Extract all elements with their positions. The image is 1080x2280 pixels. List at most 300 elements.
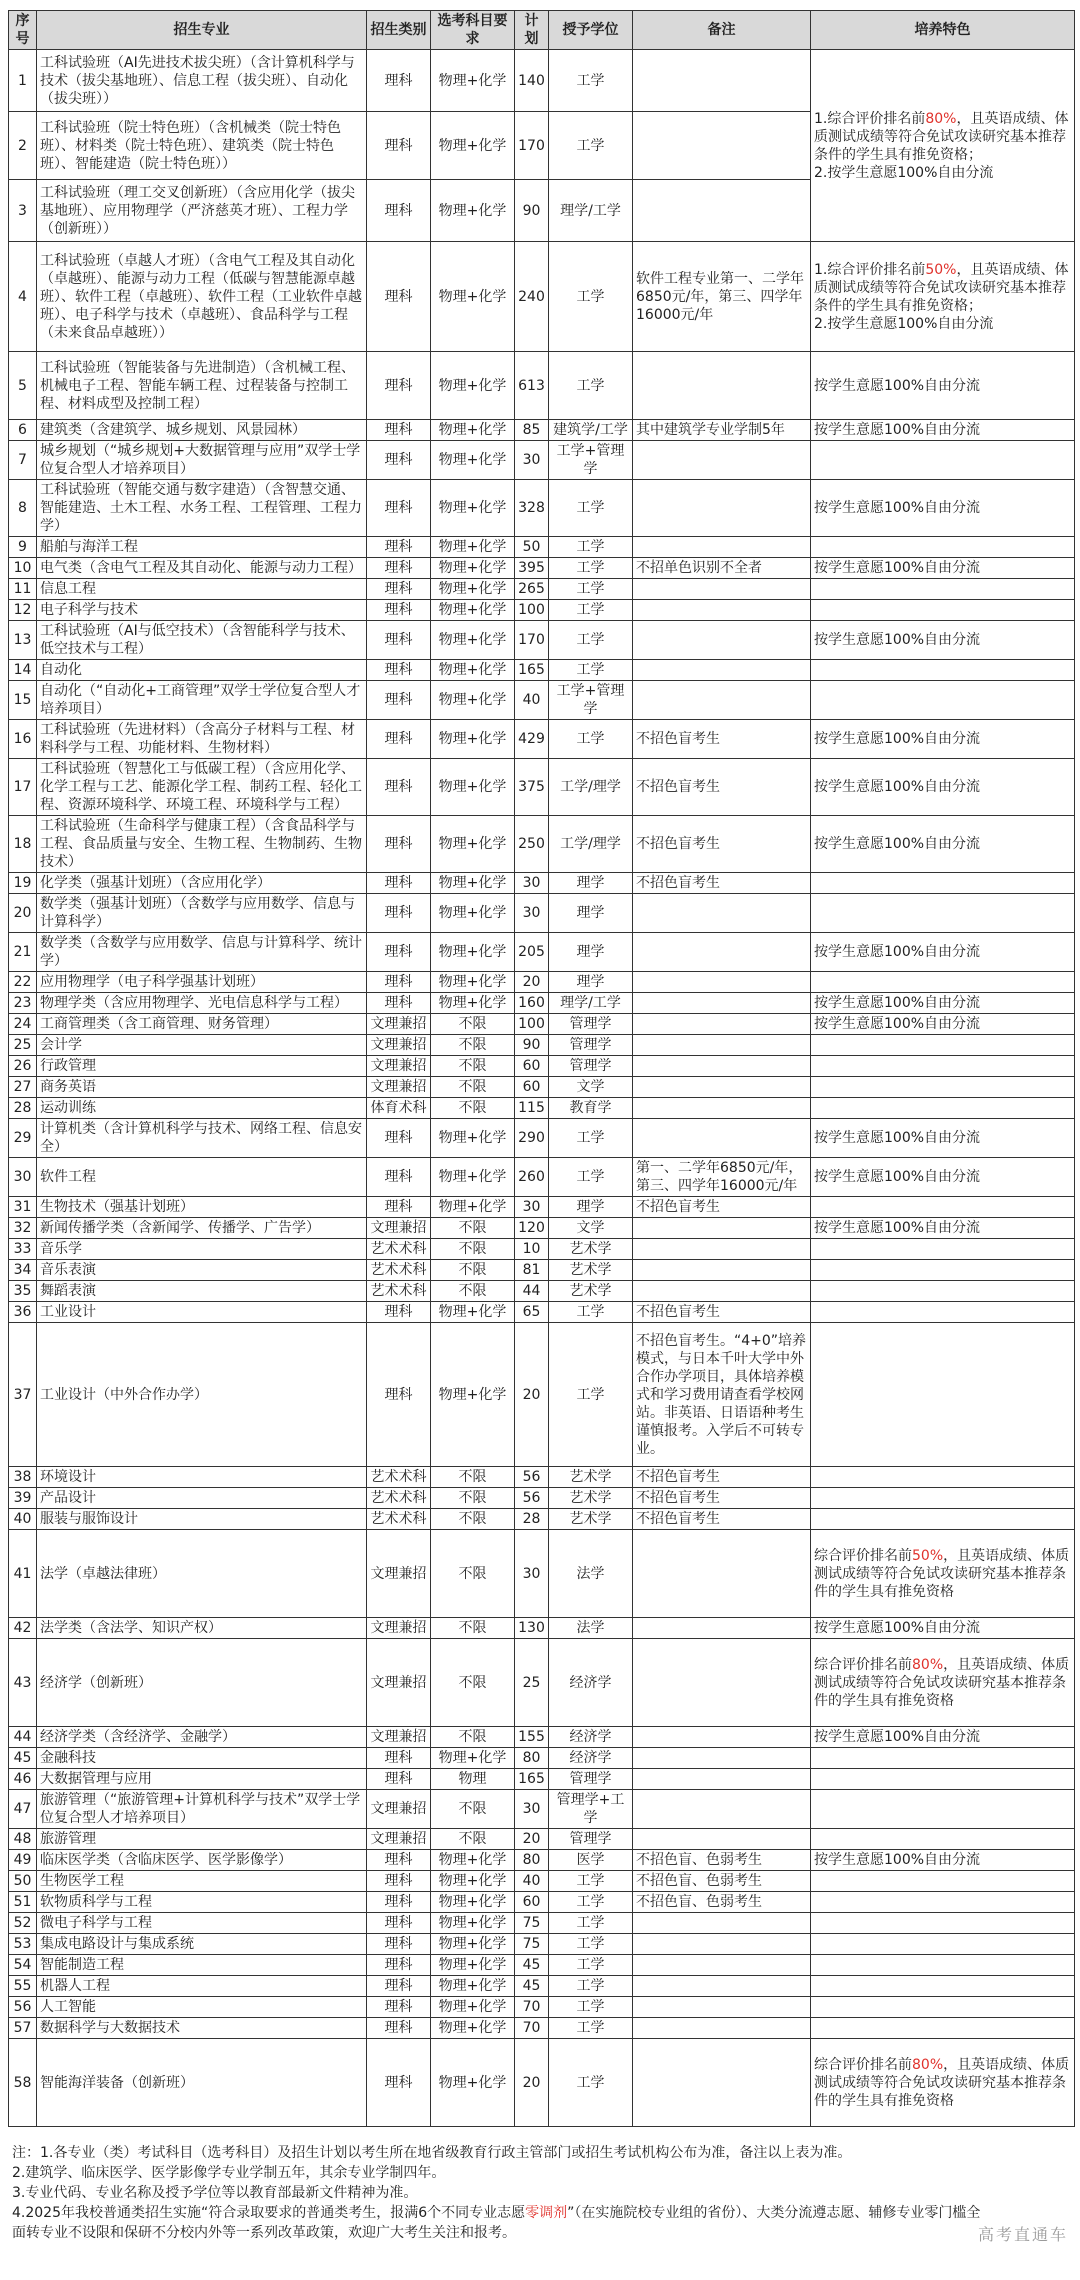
cell-no: 18 xyxy=(9,816,37,873)
cell-plan: 20 xyxy=(515,1323,549,1467)
table-row xyxy=(9,1639,1075,1727)
cell-major: 集成电路设计与集成系统 xyxy=(37,1934,367,1955)
cell-subjects: 不限 xyxy=(431,1239,515,1260)
cell-category: 理科 xyxy=(367,720,431,759)
cell-subjects: 物理+化学 xyxy=(431,2018,515,2039)
cell-major: 大数据管理与应用 xyxy=(37,1769,367,1790)
cell-degree: 工学/理学 xyxy=(549,759,633,816)
cell-category: 理科 xyxy=(367,600,431,621)
cell-plan: 115 xyxy=(515,1098,549,1119)
cell-major: 舞蹈表演 xyxy=(37,1281,367,1302)
cell-category: 理科 xyxy=(367,933,431,972)
cell-degree: 工学+管理学 xyxy=(549,441,633,480)
cell-category: 理科 xyxy=(367,972,431,993)
cell-category: 理科 xyxy=(367,1997,431,2018)
cell-degree: 医学 xyxy=(549,1850,633,1871)
cell-feature xyxy=(811,1997,1075,2018)
cell-subjects: 物理+化学 xyxy=(431,1158,515,1197)
cell-major: 微电子科学与工程 xyxy=(37,1913,367,1934)
cell-plan: 60 xyxy=(515,1892,549,1913)
cell-degree: 管理学 xyxy=(549,1014,633,1035)
cell-no: 35 xyxy=(9,1281,37,1302)
cell-remark: 不招色盲考生 xyxy=(633,873,811,894)
cell-no: 33 xyxy=(9,1239,37,1260)
cell-subjects: 物理+化学 xyxy=(431,1892,515,1913)
cell-degree: 理学 xyxy=(549,972,633,993)
cell-feature: 按学生意愿100%自由分流 xyxy=(811,621,1075,660)
cell-major: 工科试验班（AI与低空技术）（含智能科学与技术、低空技术与工程） xyxy=(37,621,367,660)
cell-no: 32 xyxy=(9,1218,37,1239)
cell-feature xyxy=(811,1790,1075,1829)
cell-no: 56 xyxy=(9,1997,37,2018)
cell-major: 智能制造工程 xyxy=(37,1955,367,1976)
cell-category: 文理兼招 xyxy=(367,1530,431,1618)
cell-degree: 工学 xyxy=(549,579,633,600)
cell-category: 理科 xyxy=(367,537,431,558)
cell-major: 运动训练 xyxy=(37,1098,367,1119)
feature-special-econ xyxy=(811,1639,1075,1727)
cell-feature xyxy=(811,1239,1075,1260)
cell-no: 53 xyxy=(9,1934,37,1955)
cell-degree: 建筑学/工学 xyxy=(549,420,633,441)
feature-text: 综合评价排名前 xyxy=(814,1547,912,1564)
cell-major: 新闻传播学类（含新闻学、传播学、广告学） xyxy=(37,1218,367,1239)
cell-degree: 工学 xyxy=(549,112,633,180)
cell-major: 人工智能 xyxy=(37,1997,367,2018)
cell-feature xyxy=(811,537,1075,558)
cell-remark xyxy=(633,621,811,660)
cell-no: 57 xyxy=(9,2018,37,2039)
header-degree: 授予学位 xyxy=(549,11,633,50)
cell-no: 15 xyxy=(9,681,37,720)
cell-no: 12 xyxy=(9,600,37,621)
cell-subjects: 物理+化学 xyxy=(431,933,515,972)
cell-category: 理科 xyxy=(367,441,431,480)
cell-no: 48 xyxy=(9,1829,37,1850)
cell-plan: 395 xyxy=(515,558,549,579)
table-row xyxy=(9,1509,1075,1530)
cell-degree: 工学 xyxy=(549,50,633,112)
cell-no: 54 xyxy=(9,1955,37,1976)
cell-degree: 法学 xyxy=(549,1618,633,1639)
cell-major: 工科试验班（院士特色班）（含机械类（院士特色班）、材料类（院士特色班）、建筑类（院士特色班）、智能建造（院士特色班）） xyxy=(37,112,367,180)
cell-category: 理科 xyxy=(367,660,431,681)
cell-degree: 理学 xyxy=(549,894,633,933)
cell-major: 数学类（强基计划班）（含数学与应用数学、信息与计算科学） xyxy=(37,894,367,933)
cell-remark xyxy=(633,1727,811,1748)
cell-remark: 软件工程专业第一、二学年6850元/年，第三、四学年16000元/年 xyxy=(633,242,811,352)
cell-degree: 工学 xyxy=(549,1871,633,1892)
cell-degree: 工学 xyxy=(549,621,633,660)
cell-remark xyxy=(633,600,811,621)
cell-degree: 工学 xyxy=(549,1119,633,1158)
cell-remark: 不招色盲考生。“4+0”培养模式，与日本千叶大学中外合作办学项目，具体培养模式和学习费用请查看学校网站。非英语、日语语种考生谨慎报考。入学后不可转专业。 xyxy=(633,1323,811,1467)
feature-tail: 2.按学生意愿100%自由分流 xyxy=(814,164,994,181)
cell-degree: 经济学 xyxy=(549,1727,633,1748)
cell-major: 自动化（“自动化+工商管理”双学士学位复合型人才培养项目） xyxy=(37,681,367,720)
cell-major: 应用物理学（电子科学强基计划班） xyxy=(37,972,367,993)
cell-remark xyxy=(633,1119,811,1158)
cell-remark xyxy=(633,1260,811,1281)
cell-degree: 艺术学 xyxy=(549,1488,633,1509)
cell-remark xyxy=(633,894,811,933)
table-row xyxy=(9,1829,1075,1850)
cell-no: 49 xyxy=(9,1850,37,1871)
cell-category: 文理兼招 xyxy=(367,1790,431,1829)
cell-major: 工科试验班（AI先进技术拔尖班）（含计算机科学与技术（拔尖基地班）、信息工程（拔尖班）、自动化（拔尖班）） xyxy=(37,50,367,112)
cell-category: 文理兼招 xyxy=(367,1077,431,1098)
cell-major: 软物质科学与工程 xyxy=(37,1892,367,1913)
cell-remark xyxy=(633,1748,811,1769)
table-row xyxy=(9,1976,1075,1997)
cell-degree: 理学 xyxy=(549,1197,633,1218)
cell-plan: 100 xyxy=(515,1014,549,1035)
cell-remark xyxy=(633,1098,811,1119)
cell-major: 机器人工程 xyxy=(37,1976,367,1997)
cell-subjects: 物理+化学 xyxy=(431,441,515,480)
cell-remark: 不招色盲考生 xyxy=(633,816,811,873)
cell-major: 物理学类（含应用物理学、光电信息科学与工程） xyxy=(37,993,367,1014)
cell-feature xyxy=(811,1934,1075,1955)
cell-plan: 60 xyxy=(515,1077,549,1098)
table-row xyxy=(9,600,1075,621)
cell-no: 37 xyxy=(9,1323,37,1467)
cell-degree: 经济学 xyxy=(549,1639,633,1727)
cell-category: 理科 xyxy=(367,480,431,537)
cell-feature xyxy=(811,1056,1075,1077)
cell-major: 法学类（含法学、知识产权） xyxy=(37,1618,367,1639)
cell-no: 5 xyxy=(9,352,37,420)
cell-remark xyxy=(633,1056,811,1077)
cell-subjects: 不限 xyxy=(431,1509,515,1530)
cell-plan: 328 xyxy=(515,480,549,537)
cell-remark xyxy=(633,993,811,1014)
cell-plan: 250 xyxy=(515,816,549,873)
cell-category: 理科 xyxy=(367,1850,431,1871)
cell-degree: 工学 xyxy=(549,1302,633,1323)
note-4 xyxy=(12,2203,1072,2223)
cell-remark xyxy=(633,972,811,993)
footnotes xyxy=(8,2143,1072,2243)
cell-category: 理科 xyxy=(367,50,431,112)
table-row xyxy=(9,1488,1075,1509)
cell-plan: 140 xyxy=(515,50,549,112)
cell-no: 8 xyxy=(9,480,37,537)
table-row xyxy=(9,480,1075,537)
cell-subjects: 物理+化学 xyxy=(431,1302,515,1323)
note-4-text: 4.2025年我校普通类招生实施“符合录取要求的普通类考生，报满6个不同专业志愿 xyxy=(12,2205,526,2221)
cell-subjects: 物理+化学 xyxy=(431,972,515,993)
cell-remark xyxy=(633,1530,811,1618)
cell-remark xyxy=(633,933,811,972)
cell-remark: 不招色盲考生 xyxy=(633,1509,811,1530)
cell-plan: 30 xyxy=(515,894,549,933)
cell-category: 艺术术科 xyxy=(367,1488,431,1509)
table-header-row xyxy=(9,11,1075,50)
table-row xyxy=(9,1618,1075,1639)
cell-subjects: 不限 xyxy=(431,1829,515,1850)
table-row xyxy=(9,720,1075,759)
cell-degree: 管理学 xyxy=(549,1056,633,1077)
header-feature: 培养特色 xyxy=(811,11,1075,50)
cell-no: 17 xyxy=(9,759,37,816)
cell-feature xyxy=(811,1871,1075,1892)
table-row xyxy=(9,1218,1075,1239)
feature-text: 综合评价排名前 xyxy=(814,2056,912,2073)
cell-degree: 工学 xyxy=(549,1158,633,1197)
table-row xyxy=(9,1871,1075,1892)
table-row xyxy=(9,1239,1075,1260)
cell-feature xyxy=(811,1509,1075,1530)
cell-degree: 艺术学 xyxy=(549,1260,633,1281)
cell-remark xyxy=(633,352,811,420)
cell-major: 生物医学工程 xyxy=(37,1871,367,1892)
cell-no: 11 xyxy=(9,579,37,600)
cell-remark: 不招色盲、色弱考生 xyxy=(633,1892,811,1913)
cell-remark xyxy=(633,1976,811,1997)
cell-remark xyxy=(633,50,811,112)
cell-category: 理科 xyxy=(367,1748,431,1769)
cell-category: 理科 xyxy=(367,621,431,660)
cell-subjects: 物理+化学 xyxy=(431,600,515,621)
cell-subjects: 不限 xyxy=(431,1790,515,1829)
cell-subjects: 物理+化学 xyxy=(431,1997,515,2018)
cell-feature xyxy=(811,1302,1075,1323)
cell-category: 文理兼招 xyxy=(367,1727,431,1748)
cell-plan: 260 xyxy=(515,1158,549,1197)
cell-plan: 30 xyxy=(515,1197,549,1218)
cell-degree: 工学/理学 xyxy=(549,816,633,873)
cell-major: 电子科学与技术 xyxy=(37,600,367,621)
cell-remark xyxy=(633,180,811,242)
cell-no: 39 xyxy=(9,1488,37,1509)
cell-category: 理科 xyxy=(367,1158,431,1197)
table-row xyxy=(9,933,1075,972)
cell-subjects: 物理+化学 xyxy=(431,112,515,180)
cell-category: 理科 xyxy=(367,112,431,180)
cell-degree: 工学 xyxy=(549,660,633,681)
cell-subjects: 不限 xyxy=(431,1467,515,1488)
cell-plan: 100 xyxy=(515,600,549,621)
cell-feature: 按学生意愿100%自由分流 xyxy=(811,1014,1075,1035)
cell-feature xyxy=(811,1197,1075,1218)
cell-remark xyxy=(633,1035,811,1056)
cell-remark xyxy=(633,1934,811,1955)
feature-text-rest: ，且英语成绩、体质测试成绩等符合免试攻读研究基本推荐条件的学生具有推免资格 xyxy=(814,2056,1070,2109)
cell-category: 理科 xyxy=(367,1769,431,1790)
cell-plan: 120 xyxy=(515,1218,549,1239)
cell-remark xyxy=(633,480,811,537)
feature-highlight: 50% xyxy=(912,1547,944,1564)
cell-plan: 50 xyxy=(515,537,549,558)
cell-category: 体育术科 xyxy=(367,1098,431,1119)
cell-degree: 理学/工学 xyxy=(549,993,633,1014)
cell-major: 船舶与海洋工程 xyxy=(37,537,367,558)
cell-remark xyxy=(633,441,811,480)
cell-remark xyxy=(633,1769,811,1790)
cell-category: 理科 xyxy=(367,579,431,600)
cell-category: 理科 xyxy=(367,1119,431,1158)
feature-text: 综合评价排名前 xyxy=(814,1656,912,1673)
cell-category: 理科 xyxy=(367,1913,431,1934)
cell-no: 24 xyxy=(9,1014,37,1035)
cell-major: 工业设计 xyxy=(37,1302,367,1323)
cell-remark xyxy=(633,579,811,600)
cell-feature: 按学生意愿100%自由分流 xyxy=(811,816,1075,873)
cell-no: 19 xyxy=(9,873,37,894)
cell-plan: 10 xyxy=(515,1239,549,1260)
cell-subjects: 不限 xyxy=(431,1035,515,1056)
cell-degree: 工学 xyxy=(549,242,633,352)
table-row xyxy=(9,1281,1075,1302)
cell-major: 经济学（创新班） xyxy=(37,1639,367,1727)
cell-subjects: 物理+化学 xyxy=(431,894,515,933)
cell-feature xyxy=(811,1913,1075,1934)
table-row xyxy=(9,2018,1075,2039)
cell-major: 建筑类（含建筑学、城乡规划、风景园林） xyxy=(37,420,367,441)
cell-plan: 45 xyxy=(515,1976,549,1997)
cell-major: 行政管理 xyxy=(37,1056,367,1077)
cell-subjects: 不限 xyxy=(431,1281,515,1302)
cell-feature: 按学生意愿100%自由分流 xyxy=(811,1158,1075,1197)
feature-text: 1.综合评价排名前 xyxy=(814,261,926,278)
cell-plan: 40 xyxy=(515,681,549,720)
cell-subjects: 物理+化学 xyxy=(431,242,515,352)
cell-feature xyxy=(811,1955,1075,1976)
table-row xyxy=(9,873,1075,894)
cell-plan: 81 xyxy=(515,1260,549,1281)
feature-special-s50 xyxy=(811,242,1075,352)
cell-plan: 160 xyxy=(515,993,549,1014)
cell-plan: 70 xyxy=(515,2018,549,2039)
table-row xyxy=(9,1158,1075,1197)
cell-subjects: 物理+化学 xyxy=(431,1323,515,1467)
cell-feature xyxy=(811,1976,1075,1997)
table-row xyxy=(9,2039,1075,2127)
cell-major: 化学类（强基计划班）（含应用化学） xyxy=(37,873,367,894)
feature-text-rest: ，且英语成绩、体质测试成绩等符合免试攻读研究基本推荐条件的学生具有推免资格； xyxy=(814,110,1069,163)
cell-category: 理科 xyxy=(367,993,431,1014)
cell-remark xyxy=(633,537,811,558)
cell-major: 旅游管理 xyxy=(37,1829,367,1850)
cell-remark: 不招色盲考生 xyxy=(633,1488,811,1509)
cell-feature xyxy=(811,1281,1075,1302)
cell-feature xyxy=(811,1035,1075,1056)
cell-subjects: 物理+化学 xyxy=(431,480,515,537)
cell-major: 会计学 xyxy=(37,1035,367,1056)
cell-no: 50 xyxy=(9,1871,37,1892)
table-row xyxy=(9,1790,1075,1829)
cell-remark xyxy=(633,1913,811,1934)
cell-subjects: 物理+化学 xyxy=(431,1850,515,1871)
cell-major: 商务英语 xyxy=(37,1077,367,1098)
table-row xyxy=(9,1077,1075,1098)
cell-no: 47 xyxy=(9,1790,37,1829)
table-row xyxy=(9,1769,1075,1790)
cell-subjects: 物理+化学 xyxy=(431,558,515,579)
cell-subjects: 物理+化学 xyxy=(431,1871,515,1892)
cell-degree: 工学 xyxy=(549,600,633,621)
table-row xyxy=(9,1748,1075,1769)
cell-feature: 按学生意愿100%自由分流 xyxy=(811,1119,1075,1158)
cell-plan: 205 xyxy=(515,933,549,972)
cell-subjects: 物理+化学 xyxy=(431,1913,515,1934)
header-major: 招生专业 xyxy=(37,11,367,50)
cell-degree: 管理学 xyxy=(549,1035,633,1056)
cell-remark xyxy=(633,1077,811,1098)
table-row xyxy=(9,352,1075,420)
header-subjects: 选考科目要求 xyxy=(431,11,515,50)
cell-plan: 20 xyxy=(515,1829,549,1850)
cell-plan: 165 xyxy=(515,660,549,681)
cell-no: 3 xyxy=(9,180,37,242)
feature-highlight: 80% xyxy=(912,1656,944,1673)
cell-degree: 文学 xyxy=(549,1077,633,1098)
cell-subjects: 物理+化学 xyxy=(431,537,515,558)
cell-degree: 经济学 xyxy=(549,1748,633,1769)
cell-remark xyxy=(633,1014,811,1035)
cell-major: 数学类（含数学与应用数学、信息与计算科学、统计学） xyxy=(37,933,367,972)
table-body xyxy=(9,50,1075,2127)
cell-remark: 不招色盲考生 xyxy=(633,759,811,816)
cell-feature: 按学生意愿100%自由分流 xyxy=(811,1850,1075,1871)
cell-subjects: 物理+化学 xyxy=(431,1197,515,1218)
cell-no: 4 xyxy=(9,242,37,352)
cell-category: 理科 xyxy=(367,759,431,816)
cell-plan: 70 xyxy=(515,1997,549,2018)
table-row xyxy=(9,993,1075,1014)
cell-degree: 工学 xyxy=(549,352,633,420)
cell-category: 文理兼招 xyxy=(367,1056,431,1077)
cell-degree: 工学+管理学 xyxy=(549,681,633,720)
cell-subjects: 不限 xyxy=(431,1260,515,1281)
cell-no: 44 xyxy=(9,1727,37,1748)
feature-tail: 2.按学生意愿100%自由分流 xyxy=(814,315,994,332)
cell-degree: 理学 xyxy=(549,933,633,972)
note-2: 2.建筑学、临床医学、医学影像学专业学制五年，其余专业学制四年。 xyxy=(12,2165,446,2181)
table-row xyxy=(9,441,1075,480)
cell-subjects: 物理 xyxy=(431,1769,515,1790)
cell-subjects: 物理+化学 xyxy=(431,352,515,420)
cell-remark xyxy=(633,1997,811,2018)
table-row xyxy=(9,972,1075,993)
table-row xyxy=(9,537,1075,558)
cell-no: 14 xyxy=(9,660,37,681)
cell-category: 艺术术科 xyxy=(367,1260,431,1281)
cell-plan: 30 xyxy=(515,873,549,894)
cell-remark xyxy=(633,112,811,180)
cell-no: 23 xyxy=(9,993,37,1014)
cell-remark: 不招色盲考生 xyxy=(633,720,811,759)
cell-category: 理科 xyxy=(367,1323,431,1467)
cell-plan: 290 xyxy=(515,1119,549,1158)
cell-category: 理科 xyxy=(367,816,431,873)
cell-no: 52 xyxy=(9,1913,37,1934)
feature-text-rest: ，且英语成绩、体质测试成绩等符合免试攻读研究基本推荐条件的学生具有推免资格； xyxy=(814,261,1069,314)
cell-category: 文理兼招 xyxy=(367,1035,431,1056)
cell-remark xyxy=(633,2018,811,2039)
cell-plan: 85 xyxy=(515,420,549,441)
cell-major: 智能海洋装备（创新班） xyxy=(37,2039,367,2127)
cell-no: 40 xyxy=(9,1509,37,1530)
table-row xyxy=(9,579,1075,600)
cell-major: 服装与服饰设计 xyxy=(37,1509,367,1530)
cell-remark xyxy=(633,681,811,720)
cell-subjects: 物理+化学 xyxy=(431,1934,515,1955)
cell-subjects: 不限 xyxy=(431,1056,515,1077)
cell-no: 43 xyxy=(9,1639,37,1727)
cell-major: 计算机类（含计算机科学与技术、网络工程、信息安全） xyxy=(37,1119,367,1158)
